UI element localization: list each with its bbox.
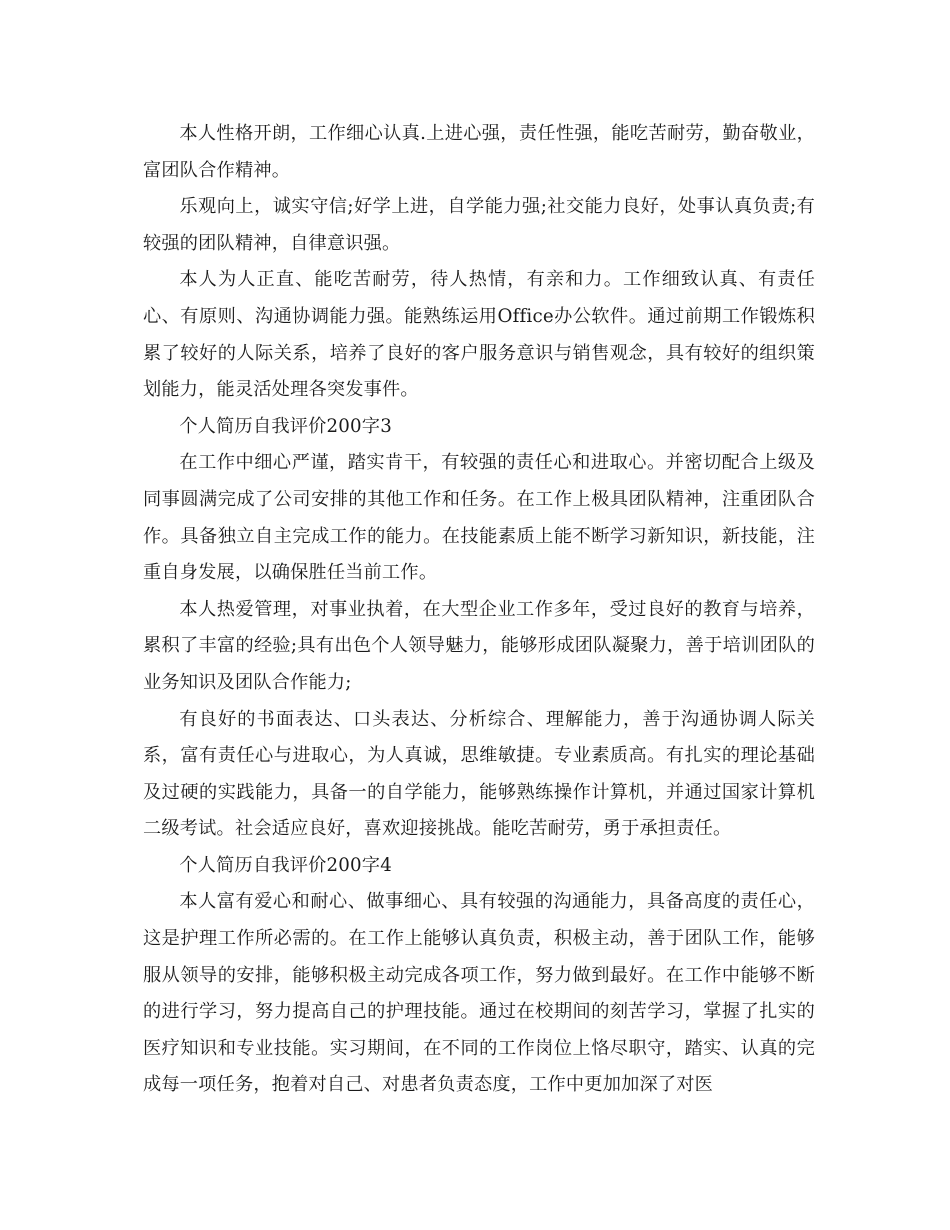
paragraph-management: 本人热爱管理，对事业执着，在大型企业工作多年，受过良好的教育与培养，累积了丰富的经验;具有出色个人领导魅力，能够形成团队凝聚力，善于培训团队的业务知识及团队合作能力; (143, 598, 815, 693)
paragraph-nursing: 本人富有爱心和耐心、做事细心、具有较强的沟通能力，具备高度的责任心，这是护理工作所必需的。在工作上能够认真负责，积极主动，善于团队工作，能够服从领导的安排，能够积极主动完成各项工作，努力做到最好。在工作中能够不断的进行学习，努力提高自己的护理技能。通过在校期间的刻苦学习，掌握了扎实的医疗知识和专业技能。实习期间，在不同的工作岗位上恪尽职守，踏实、认真的完成每一项任务，抱着对自己、对患者负责态度，工作中更加加深了对医 (143, 891, 815, 1096)
paragraph-optimism: 乐观向上，诚实守信;好学上进，自学能力强;社交能力良好，处事认真负责;有较强的团队精神，自律意识强。 (143, 196, 815, 254)
paragraph-personality: 本人性格开朗，工作细心认真.上进心强，责任性强，能吃苦耐劳，勤奋敬业，富团队合作精神。 (143, 123, 815, 181)
paragraph-expression-skills: 有良好的书面表达、口头表达、分析综合、理解能力，善于沟通协调人际关系，富有责任心与进取心，为人真诚，思维敏捷。专业素质高。有扎实的理论基础及过硬的实践能力，具备一的自学能力，能够熟练操作计算机，并通过国家计算机二级考试。社会适应良好，喜欢迎接挑战。能吃苦耐劳，勇于承担责任。 (143, 708, 815, 840)
section-heading-3: 个人简历自我评价200字3 (179, 415, 392, 437)
section-heading-4: 个人简历自我评价200字4 (179, 854, 392, 876)
document-body (143, 116, 815, 1104)
paragraph-rigorous-work: 在工作中细心严谨，踏实肯干，有较强的责任心和进取心。并密切配合上级及同事圆满完成了公司安排的其他工作和任务。在工作上极具团队精神，注重团队合作。具备独立自主完成工作的能力。在技能素质上能不断学习新知识，新技能，注重自身发展，以确保胜任当前工作。 (143, 452, 815, 584)
paragraph-integrity: 本人为人正直、能吃苦耐劳，待人热情，有亲和力。工作细致认真、有责任心、有原则、沟通协调能力强。能熟练运用Office办公软件。通过前期工作锻炼积累了较好的人际关系，培养了良好的客户服务意识与销售观念，具有较好的组织策划能力，能灵活处理各突发事件。 (143, 269, 815, 401)
